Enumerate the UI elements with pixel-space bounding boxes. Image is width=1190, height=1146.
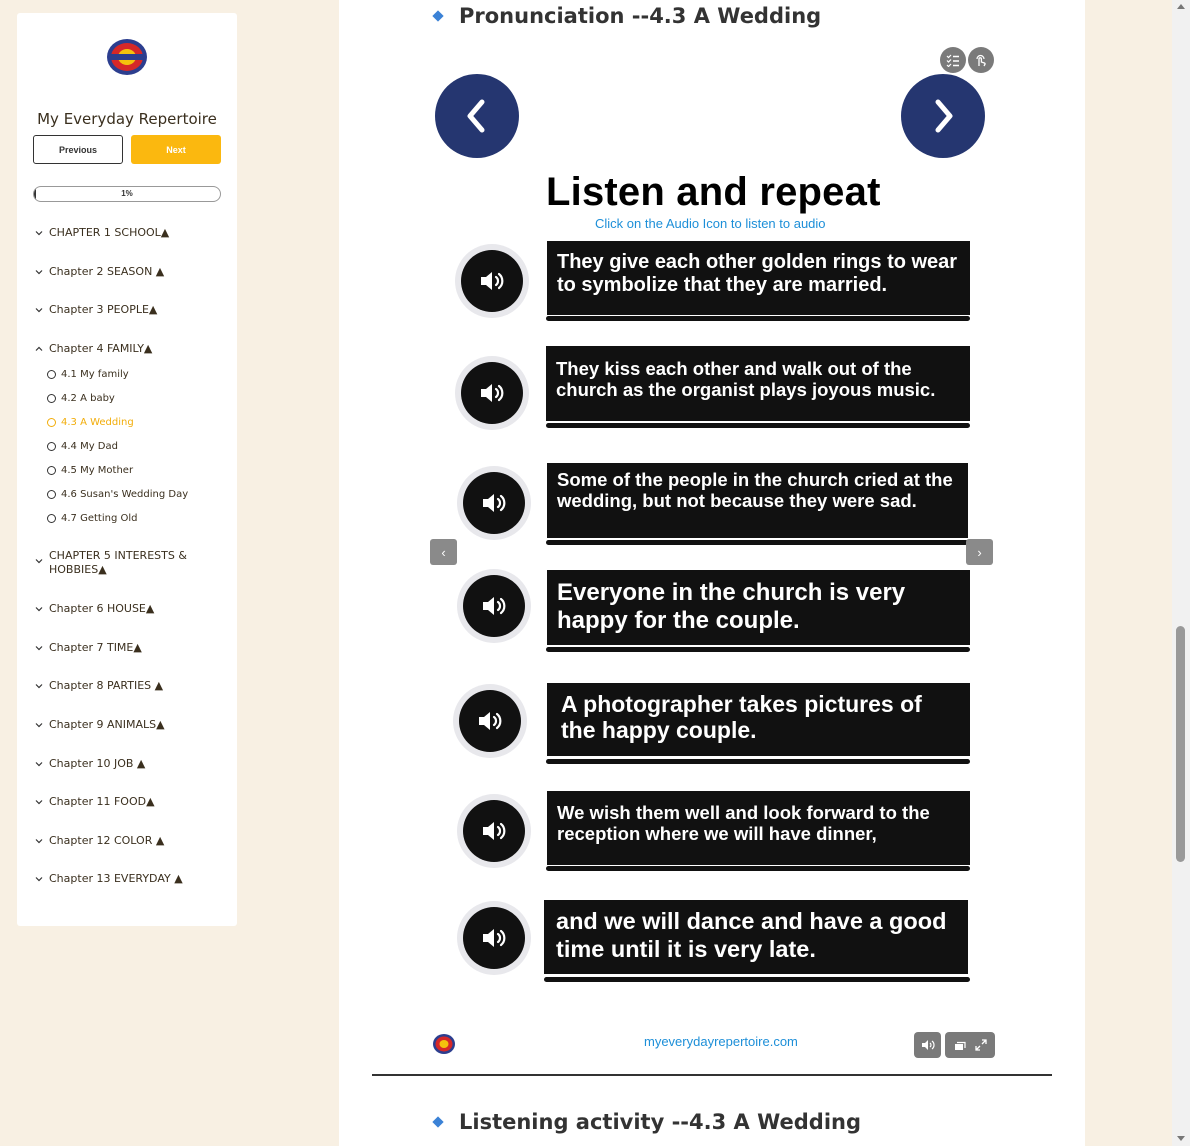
audio-button-3[interactable]	[457, 466, 531, 540]
chevron-down-icon	[34, 797, 44, 807]
lesson-4-3[interactable]	[47, 417, 134, 428]
chapter-label: Chapter 10 JOB ▲	[49, 757, 146, 770]
lesson-4-2[interactable]	[47, 393, 115, 404]
section-title: Listening activity --4.3 A Wedding	[459, 1110, 861, 1134]
lesson-label: 4.6 Susan's Wedding Day	[61, 489, 189, 500]
card-underline	[546, 647, 970, 652]
chevron-down-icon	[34, 681, 44, 691]
section-heading-listening	[434, 1110, 861, 1134]
volume-icon	[921, 1039, 935, 1051]
course-title: My Everyday Repertoire	[37, 110, 217, 128]
fullscreen-icon[interactable]	[975, 1039, 987, 1051]
circle-icon	[47, 442, 56, 451]
lesson-label: 4.4 My Dad	[61, 441, 118, 452]
chevron-down-icon	[34, 643, 44, 653]
chapter-label: Chapter 12 COLOR ▲	[49, 834, 165, 847]
chapter-label: CHAPTER 5 INTERESTS & HOBBIES▲	[49, 549, 187, 576]
card-underline	[546, 316, 970, 321]
footer-logo-icon	[432, 1033, 456, 1055]
circle-icon	[47, 466, 56, 475]
audio-button-2[interactable]	[455, 356, 529, 430]
slide-next-button[interactable]	[901, 74, 985, 158]
chevron-down-icon	[34, 604, 44, 614]
card-underline	[546, 540, 968, 545]
section-heading-pronunciation	[434, 4, 821, 28]
section-divider	[372, 1074, 1052, 1076]
main-content	[339, 0, 1085, 1146]
carousel-prev-button[interactable]: ‹	[430, 539, 457, 565]
chevron-down-icon	[34, 759, 44, 769]
next-button[interactable]: Next	[131, 135, 221, 164]
lesson-label: 4.7 Getting Old	[61, 513, 138, 524]
lesson-4-5[interactable]	[47, 465, 133, 476]
slide-instruction: Click on the Audio Icon to listen to audio	[595, 216, 826, 231]
checklist-button[interactable]	[940, 47, 966, 73]
page-scrollbar[interactable]	[1172, 0, 1190, 1146]
chapter-1[interactable]	[34, 226, 169, 239]
chevron-down-icon	[34, 874, 44, 884]
chapter-label: Chapter 3 PEOPLE▲	[49, 303, 158, 316]
chapter-label: Chapter 2 SEASON ▲	[49, 265, 165, 278]
lesson-4-1[interactable]	[47, 369, 129, 380]
chapter-13[interactable]	[34, 872, 183, 885]
slides-icon[interactable]	[954, 1040, 967, 1051]
chevron-down-icon	[34, 836, 44, 846]
chevron-right-icon	[928, 96, 958, 136]
chevron-down-icon	[34, 720, 44, 730]
progress-bar	[33, 186, 221, 202]
progress-text: 1%	[121, 189, 133, 198]
sentence-card-3: Some of the people in the church cried at the wedding, but not because they were sad.	[547, 463, 968, 538]
chevron-down-icon	[34, 228, 44, 238]
circle-icon	[47, 490, 56, 499]
chapter-12[interactable]	[34, 834, 164, 847]
view-controls	[945, 1032, 995, 1058]
chapter-3[interactable]	[34, 303, 157, 316]
section-title: Pronunciation --4.3 A Wedding	[459, 4, 822, 28]
chapter-label: CHAPTER 1 SCHOOL▲	[49, 226, 170, 239]
chevron-down-icon	[34, 305, 44, 315]
audio-button-inner	[463, 575, 525, 637]
lesson-4-6[interactable]	[47, 489, 188, 500]
audio-button-inner	[463, 907, 525, 969]
diamond-bullet-icon	[432, 1116, 443, 1127]
chevron-down-icon	[34, 556, 44, 566]
chapter-label: Chapter 6 HOUSE▲	[49, 602, 155, 615]
chapter-label: Chapter 9 ANIMALS▲	[49, 718, 165, 731]
diamond-bullet-icon	[432, 10, 443, 21]
audio-button-1[interactable]	[455, 244, 529, 318]
audio-button-inner	[461, 362, 523, 424]
touch-button[interactable]	[968, 47, 994, 73]
lesson-label: 4.3 A Wedding	[61, 417, 134, 428]
volume-button[interactable]	[914, 1032, 941, 1058]
carousel-next-button[interactable]: ›	[966, 539, 993, 565]
chevron-up-icon	[34, 344, 44, 354]
audio-button-7[interactable]	[457, 901, 531, 975]
chapter-label: Chapter 8 PARTIES ▲	[49, 679, 164, 692]
audio-button-inner	[459, 690, 521, 752]
chevron-down-icon	[34, 267, 44, 277]
circle-icon	[47, 418, 56, 427]
audio-button-inner	[463, 472, 525, 534]
scroll-thumb[interactable]	[1176, 626, 1185, 862]
chapter-label: Chapter 4 FAMILY▲	[49, 342, 153, 355]
audio-button-4[interactable]	[457, 569, 531, 643]
sentence-card-5: A photographer takes pictures of the happy couple.	[547, 683, 970, 756]
sentence-card-2: They kiss each other and walk out of the church as the organist plays joyous music.	[546, 346, 970, 421]
speaker-icon	[476, 709, 504, 733]
sentence-card-1: They give each other golden rings to wear to symbolize that they are married.	[547, 241, 970, 315]
circle-icon	[47, 394, 56, 403]
chapter-2[interactable]	[34, 265, 164, 278]
audio-button-6[interactable]	[457, 794, 531, 868]
scroll-down-arrow-icon[interactable]	[1177, 1136, 1185, 1141]
chapter-6[interactable]	[34, 602, 154, 615]
speaker-icon	[480, 491, 508, 515]
sentence-card-4: Everyone in the church is very happy for the couple.	[547, 570, 970, 645]
speaker-icon	[480, 594, 508, 618]
chapter-7[interactable]	[34, 641, 142, 654]
course-logo-icon	[105, 37, 149, 77]
slide-prev-button[interactable]	[435, 74, 519, 158]
chapter-4[interactable]	[34, 342, 152, 355]
audio-button-inner	[463, 800, 525, 862]
circle-icon	[47, 370, 56, 379]
sentence-card-6: We wish them well and look forward to the reception where we will have dinner,	[547, 791, 970, 865]
card-underline	[544, 977, 970, 982]
speaker-icon	[478, 269, 506, 293]
lesson-label: 4.1 My family	[61, 369, 129, 380]
previous-button[interactable]: Previous	[33, 135, 123, 164]
chevron-left-icon	[462, 96, 492, 136]
card-underline	[546, 423, 970, 428]
chapter-label: Chapter 13 EVERYDAY ▲	[49, 872, 183, 885]
sentence-card-7: and we will dance and have a good time until it is very late.	[544, 900, 968, 974]
card-underline	[546, 759, 970, 764]
chapter-11[interactable]	[34, 795, 155, 808]
circle-icon	[47, 514, 56, 523]
lesson-4-4[interactable]	[47, 441, 118, 452]
audio-button-inner	[461, 250, 523, 312]
chapter-9[interactable]	[34, 718, 165, 731]
checklist-icon	[946, 53, 960, 67]
slide-title: Listen and repeat	[546, 170, 881, 214]
card-underline	[546, 866, 970, 871]
lesson-4-7[interactable]	[47, 513, 137, 524]
website-link[interactable]: myeverydayrepertoire.com	[644, 1034, 798, 1049]
chapter-5[interactable]	[34, 549, 214, 577]
speaker-icon	[480, 926, 508, 950]
audio-button-5[interactable]	[453, 684, 527, 758]
scroll-up-arrow-icon[interactable]	[1177, 4, 1185, 9]
touch-icon	[974, 53, 988, 67]
chapter-label: Chapter 11 FOOD▲	[49, 795, 155, 808]
chapter-label: Chapter 7 TIME▲	[49, 641, 142, 654]
speaker-icon	[478, 381, 506, 405]
lesson-label: 4.2 A baby	[61, 393, 115, 404]
chapter-8[interactable]	[34, 679, 163, 692]
sidebar	[17, 13, 237, 926]
speaker-icon	[480, 819, 508, 843]
chapter-10[interactable]	[34, 757, 145, 770]
lesson-label: 4.5 My Mother	[61, 465, 134, 476]
